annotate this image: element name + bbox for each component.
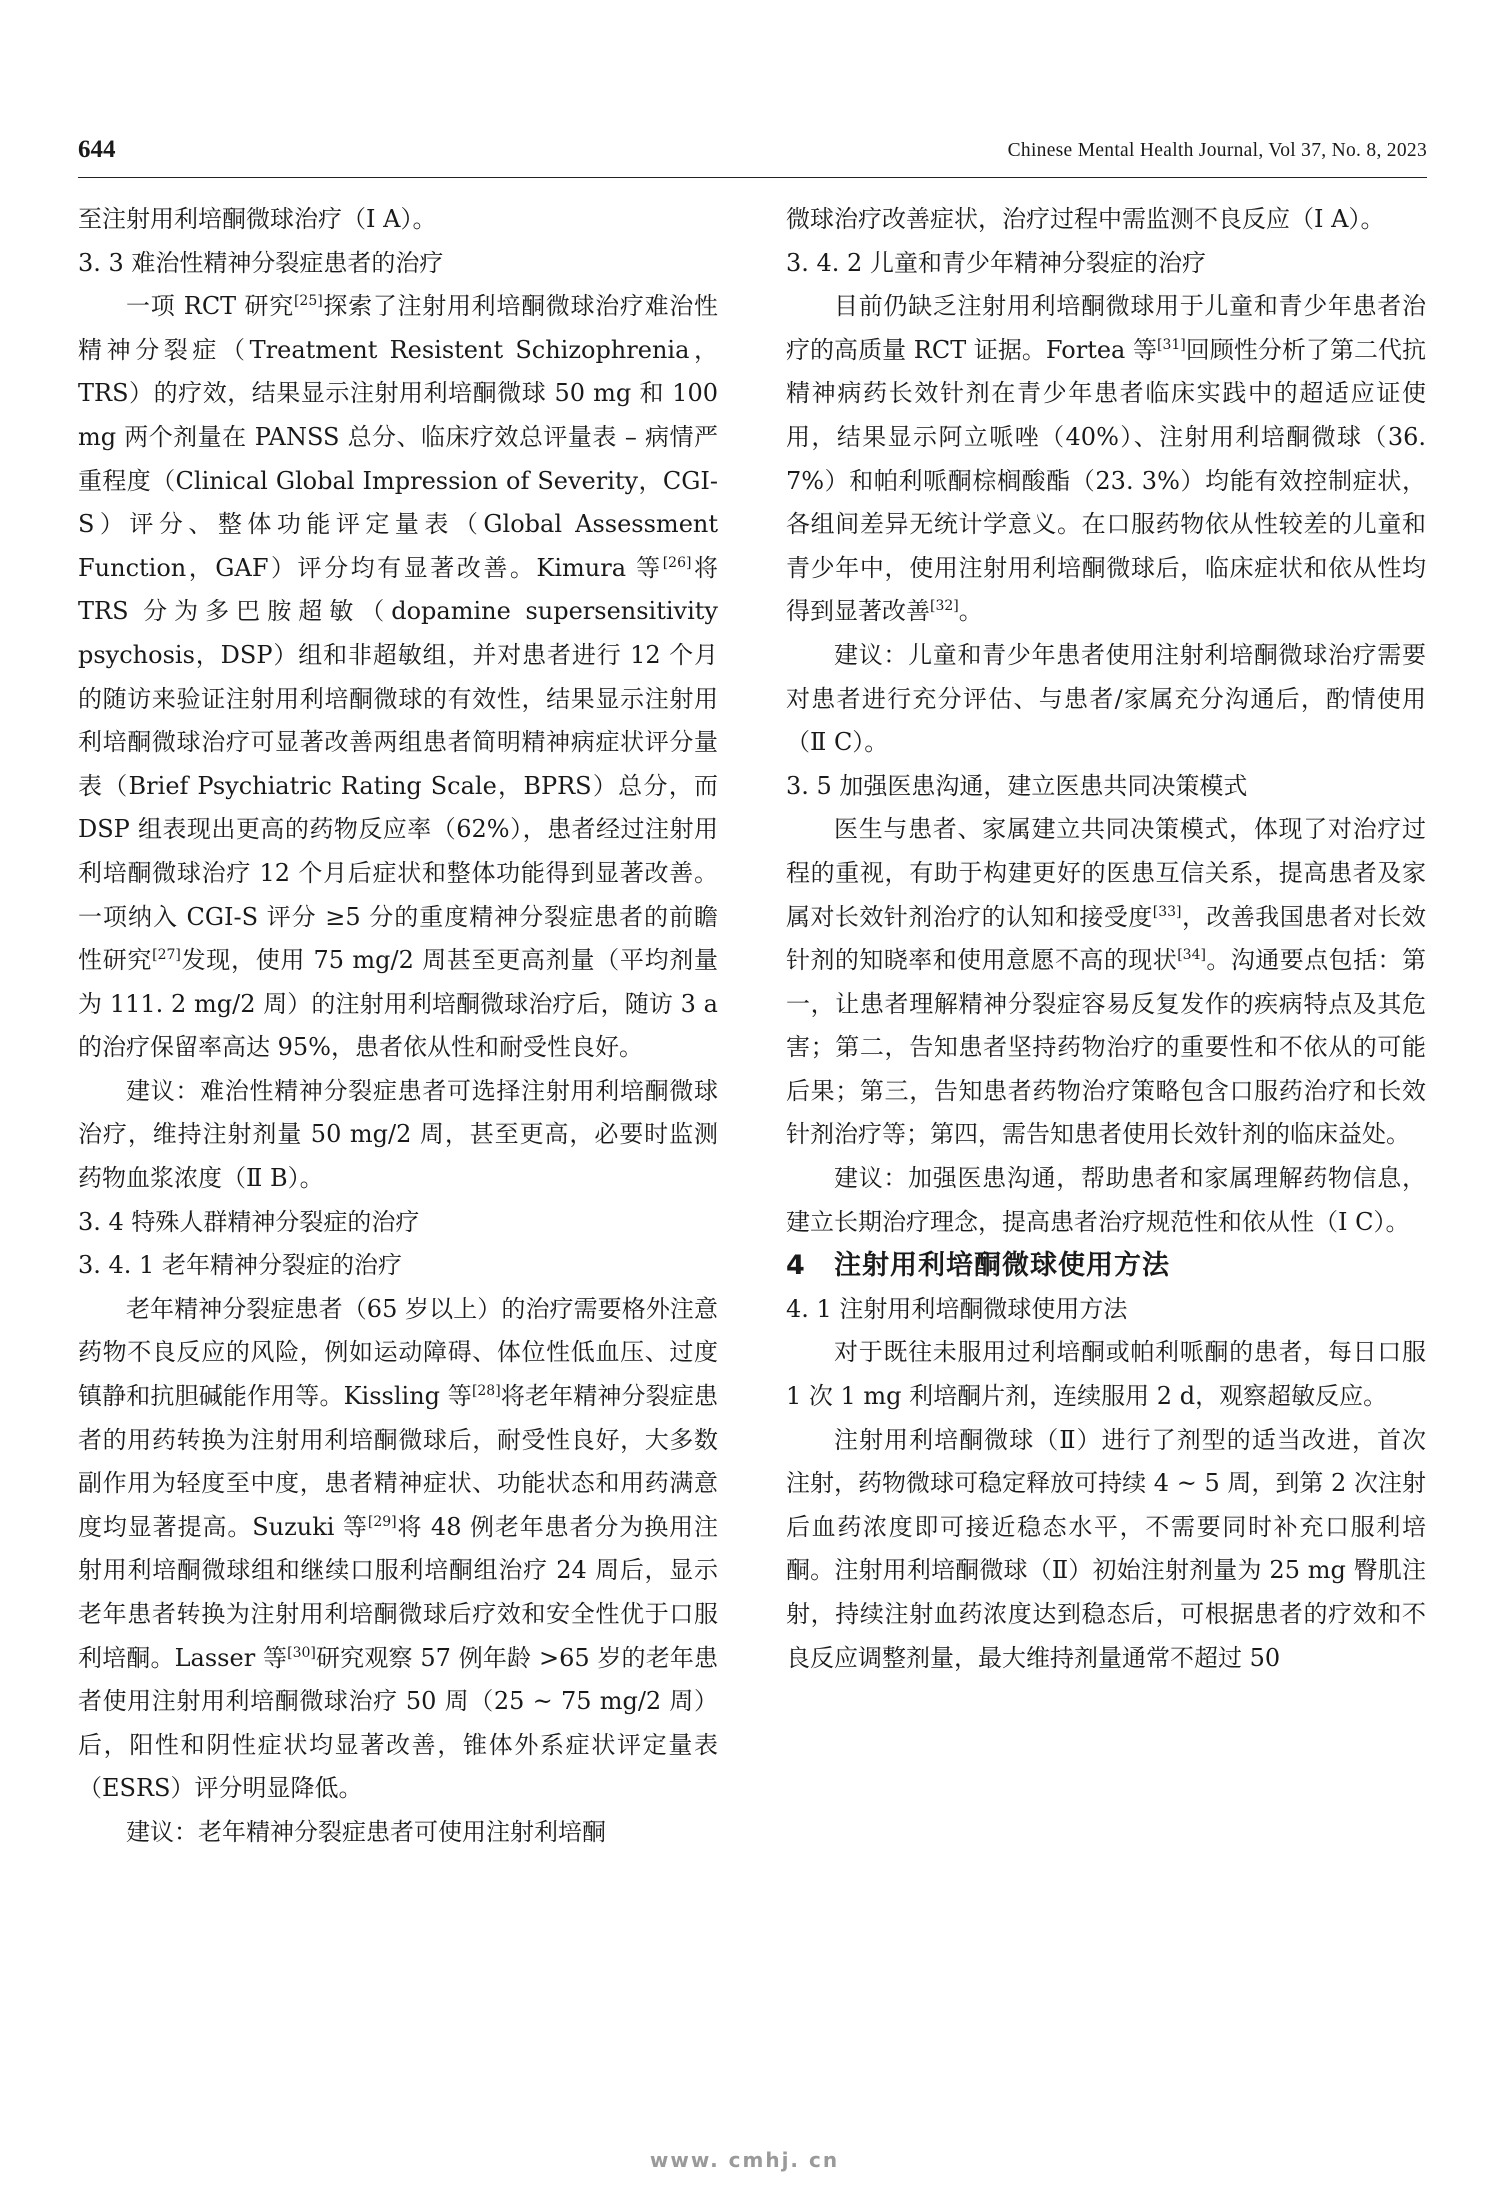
- citation-25[interactable]: [25]: [293, 293, 323, 310]
- left-column: [78, 198, 718, 1855]
- paragraph: 目前仍缺乏注射用利培酮微球用于儿童和青少年患者治疗的高质量 RCT 证据。Fortea 等[31]回顾性分析了第二代抗精神病药长效针剂在青少年患者临床实践中的超适应证使用，结果显示阿立哌唑（40%）、注射用利培酮微球（36. 7%）和帕利哌酮棕榈酸酯（23. 3%）均能有效控制症状，各组间差异无统计学意义。在口服药物依从性较差的儿童和青少年中，使用注射用利培酮微球后，临床症状和依从性均得到显著改善[32]。: [786, 292, 1427, 626]
- paragraph: 医生与患者、家属建立共同决策模式，体现了对治疗过程的重视，有助于构建更好的医患互信关系，提高患者及家属对长效针剂治疗的认知和接受度[33]，改善我国患者对长效针剂的知晓率和使用意愿不高的现状[34]。沟通要点包括：第一，让患者理解精神分裂症容易反复发作的疾病特点及其危害；第二，告知患者坚持药物治疗的重要性和不依从的可能后果；第三，告知患者药物治疗策略包含口服药治疗和长效针剂治疗等；第四，需告知患者使用长效针剂的临床益处。: [786, 815, 1427, 1149]
- recommendation-paragraph: 建议：加强医患沟通，帮助患者和家属理解药物信息，建立长期治疗理念，提高患者治疗规范性和依从性（Ⅰ C）。: [786, 1164, 1426, 1236]
- right-column: [786, 198, 1426, 1680]
- paragraph: 微球治疗改善症状，治疗过程中需监测不良反应（Ⅰ A）。: [786, 205, 1385, 233]
- page-header: [78, 136, 1427, 178]
- citation-32[interactable]: [32]: [930, 598, 959, 615]
- section-heading-3-5: 3. 5 加强医患沟通，建立医患共同决策模式: [786, 771, 1248, 800]
- section-number: 4: [786, 1250, 806, 1282]
- section-heading-3-3: 3. 3 难治性精神分裂症患者的治疗: [78, 248, 444, 277]
- recommendation-paragraph: 建议：老年精神分裂症患者可使用注射利培酮: [126, 1817, 606, 1846]
- recommendation-paragraph: 建议：儿童和青少年患者使用注射利培酮微球治疗需要对患者进行充分评估、与患者/家属充分沟通后，酌情使用（Ⅱ C）。: [786, 640, 1426, 757]
- paragraph: 一项 RCT 研究[25]探索了注射用利培酮微球治疗难治性精神分裂症（Treatment Resistent Schizophrenia，TRS）的疗效，结果显示注射用利培酮微球 50 mg 和 100 mg 两个剂量在 PANSS 总分、临床疗效总评量表 – 病情严重程度（Clinical Global Impression of Severity，CGI-S）评分、整体功能评定量表（Global Assessment Function，GAF）评分均有显著改善。Kimura 等[26]将 TRS 分为多巴胺超敏（dopamine supersensitivity psychosis，DSP）组和非超敏组，并对患者进行 12 个月的随访来验证注射用利培酮微球的有效性，结果显示注射用利培酮微球治疗可显著改善两组患者简明精神病症状评分量表（Brief Psychiatric Rating Scale，BPRS）总分，而 DSP 组表现出更高的药物反应率（62%），患者经过注射用利培酮微球治疗 12 个月后症状和整体功能得到显著改善。一项纳入 CGI-S 评分 ≥5 分的重度精神分裂症患者的前瞻性研究[27]发现，使用 75 mg/2 周甚至更高剂量（平均剂量为 111. 2 mg/2 周）的注射用利培酮微球治疗后，随访 3 a 的治疗保留率高达 95%，患者依从性和耐受性良好。: [78, 292, 719, 1062]
- section-heading-3-4: 3. 4 特殊人群精神分裂症的治疗: [78, 1207, 420, 1236]
- paragraph: 注射用利培酮微球（Ⅱ）进行了剂型的适当改进，首次注射，药物微球可稳定释放可持续 4 ~ 5 周，到第 2 次注射后血药浓度即可接近稳态水平，不需要同时补充口服利培酮。注射用利培酮微球（Ⅱ）初始注射剂量为 25 mg 臀肌注射，持续注射血药浓度达到稳态后，可根据患者的疗效和不良反应调整剂量，最大维持剂量通常不超过 50: [786, 1425, 1426, 1672]
- paragraph: 对于既往未服用过利培酮或帕利哌酮的患者，每日口服 1 次 1 mg 利培酮片剂，连续服用 2 d，观察超敏反应。: [786, 1338, 1426, 1411]
- footer-url: www. cmhj. cn: [649, 2148, 840, 2172]
- citation-30[interactable]: [30]: [287, 1644, 316, 1661]
- section-heading-4: [786, 1244, 1426, 1288]
- citation-27[interactable]: [27]: [152, 947, 181, 964]
- section-title: 注射用利培酮微球使用方法: [834, 1250, 1170, 1282]
- section-heading-3-4-2: 3. 4. 2 儿童和青少年精神分裂症的治疗: [786, 248, 1206, 277]
- section-heading-3-4-1: 3. 4. 1 老年精神分裂症的治疗: [78, 1251, 402, 1280]
- recommendation-paragraph: 建议：难治性精神分裂症患者可选择注射用利培酮微球治疗，维持注射剂量 50 mg/2 周，甚至更高，必要时监测药物血浆浓度（Ⅱ B）。: [78, 1076, 718, 1193]
- paragraph: 老年精神分裂症患者（65 岁以上）的治疗需要格外注意药物不良反应的风险，例如运动障碍、体位性低血压、过度镇静和抗胆碱能作用等。Kissling 等[28]将老年精神分裂症患者的用药转换为注射用利培酮微球后，耐受性良好，大多数副作用为轻度至中度，患者精神症状、功能状态和用药满意度均显著提高。Suzuki 等[29]将 48 例老年患者分为换用注射用利培酮微球组和继续口服利培酮组治疗 24 周后，显示老年患者转换为注射用利培酮微球后疗效和安全性优于口服利培酮。Lasser 等[30]研究观察 57 例年龄 >65 岁的老年患者使用注射用利培酮微球治疗 50 周（25 ~ 75 mg/2 周）后，阳性和阴性症状均显著改善，锥体外系症状评定量表（ESRS）评分明显降低。: [78, 1294, 719, 1803]
- page-number: 644: [78, 136, 116, 163]
- citation-28[interactable]: [28]: [471, 1383, 501, 1400]
- journal-citation: Chinese Mental Health Journal, Vol 37, No. 8, 2023: [1007, 140, 1427, 161]
- citation-31[interactable]: [31]: [1157, 336, 1186, 353]
- citation-33[interactable]: [33]: [1152, 903, 1182, 920]
- citation-26[interactable]: [26]: [662, 554, 692, 571]
- citation-29[interactable]: [29]: [367, 1513, 397, 1530]
- paragraph: 至注射用利培酮微球治疗（Ⅰ A）。: [78, 205, 437, 233]
- citation-34[interactable]: [34]: [1177, 947, 1206, 964]
- section-heading-4-1: 4. 1 注射用利培酮微球使用方法: [786, 1294, 1128, 1323]
- header-rule: [78, 177, 1427, 178]
